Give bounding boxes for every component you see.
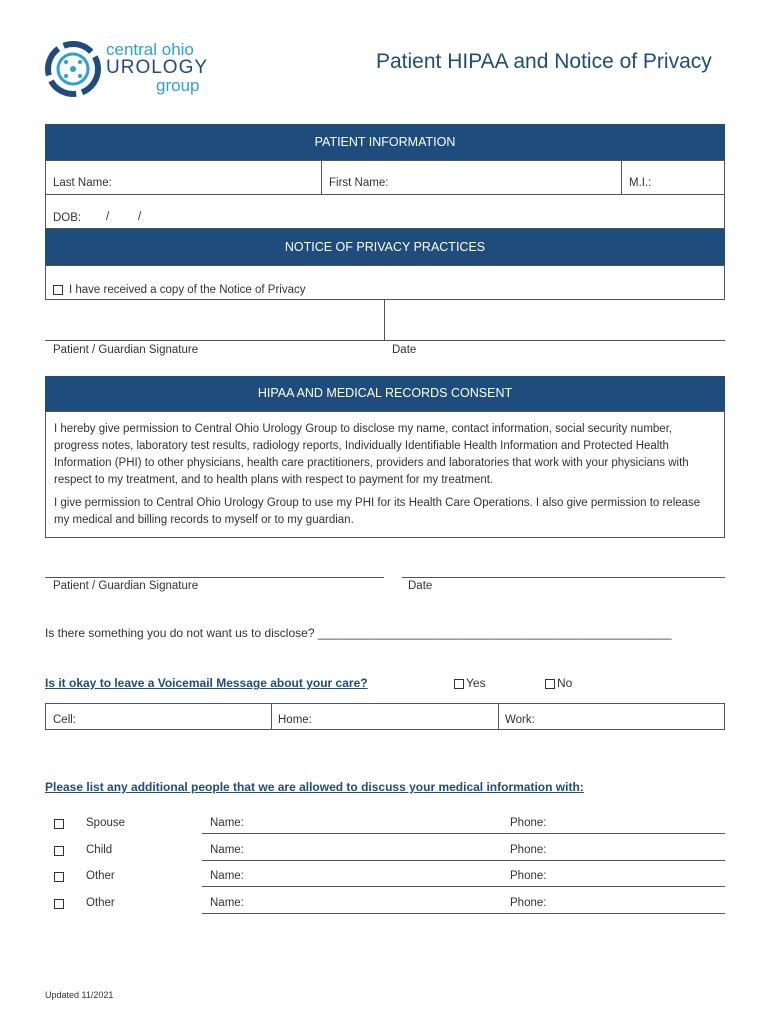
divider [321, 160, 322, 195]
divider [384, 300, 385, 341]
consent-paragraph-1: I hereby give permission to Central Ohio Urology Group to disclose my name, contact information, social security number, progress notes, laboratory test results, radiology reports, Individually Identifiable Health Information and Protected Health Information (PHI) to other physicians, health care practitioners, providers and laboratories that work with your physicians with respect to my treatment, and to health plans with respect to payment for my treatment. [54, 423, 689, 486]
checkbox-icon [454, 679, 464, 689]
phone-field[interactable]: Phone: [510, 844, 547, 856]
checkbox-icon [53, 285, 63, 295]
privacy-signature-field[interactable]: Patient / Guardian Signature [53, 344, 199, 356]
consent-signature-field[interactable]: Patient / Guardian Signature [53, 580, 199, 592]
logo-mark-icon [44, 40, 102, 98]
checkbox-icon [545, 679, 555, 689]
name-line [202, 833, 725, 834]
checkbox-icon[interactable] [54, 819, 64, 829]
home-phone-field[interactable]: Home: [278, 714, 312, 726]
consent-date-field[interactable]: Date [408, 580, 433, 592]
voicemail-yes-label: Yes [466, 676, 486, 690]
phone-field[interactable]: Phone: [510, 817, 547, 829]
name-field[interactable]: Name: [210, 844, 244, 856]
voicemail-yes-checkbox[interactable] [454, 676, 486, 690]
privacy-date-field[interactable]: Date [392, 344, 417, 356]
divider [271, 703, 272, 730]
signature-line [45, 340, 725, 341]
privacy-received-label: I have received a copy of the Notice of Privacy [69, 284, 306, 296]
list-item [0, 844, 770, 864]
work-phone-field[interactable]: Work: [505, 714, 535, 726]
list-item [0, 817, 770, 837]
divider [621, 160, 622, 195]
last-name-field[interactable]: Last Name: [53, 177, 112, 189]
patient-info-heading: PATIENT INFORMATION [45, 124, 725, 160]
logo [44, 40, 214, 100]
phone-box [45, 703, 725, 730]
date-line [402, 577, 725, 578]
phone-field[interactable]: Phone: [510, 870, 547, 882]
voicemail-no-checkbox[interactable] [545, 676, 572, 690]
updated-date: Updated 11/2021 [45, 990, 114, 1000]
consent-heading: HIPAA AND MEDICAL RECORDS CONSENT [45, 376, 725, 411]
voicemail-question: Is it okay to leave a Voicemail Message about your care? [45, 676, 368, 690]
checkbox-icon[interactable] [54, 872, 64, 882]
privacy-received-checkbox[interactable] [53, 284, 306, 296]
name-field[interactable]: Name: [210, 817, 244, 829]
list-item [0, 897, 770, 917]
relation-label: Child [86, 844, 113, 856]
checkbox-icon[interactable] [54, 899, 64, 909]
relation-label: Spouse [86, 817, 126, 829]
additional-people-heading: Please list any additional people that we are allowed to discuss your medical information with: [45, 780, 584, 794]
name-line [202, 886, 725, 887]
dob-separators: / / [106, 211, 142, 223]
relation-label: Other [86, 870, 115, 882]
divider [498, 703, 499, 730]
voicemail-no-label: No [557, 676, 573, 690]
name-line [202, 860, 725, 861]
dob-field[interactable]: DOB: [53, 212, 82, 224]
logo-text-line3: group [156, 76, 200, 95]
logo-text-line1: central ohio [106, 40, 194, 59]
page-title: Patient HIPAA and Notice of Privacy [376, 50, 712, 73]
relation-label: Other [86, 897, 115, 909]
name-line [202, 913, 725, 914]
cell-phone-field[interactable]: Cell: [53, 714, 77, 726]
first-name-field[interactable]: First Name: [329, 177, 389, 189]
checkbox-icon[interactable] [54, 846, 64, 856]
consent-paragraph-2: I give permission to Central Ohio Urology Group to use my PHI for its Health Care Operations. I also give permission to release my medical and billing records to myself or to my guardian. [54, 497, 701, 526]
logo-text-line2: UROLOGY [106, 57, 209, 78]
privacy-heading: NOTICE OF PRIVACY PRACTICES [45, 229, 725, 265]
name-field[interactable]: Name: [210, 897, 244, 909]
disclose-question-field[interactable]: Is there something you do not want us to disclose? _____________________________________________________ [45, 626, 672, 640]
phone-field[interactable]: Phone: [510, 897, 547, 909]
list-item [0, 870, 770, 890]
divider [45, 194, 725, 195]
signature-line [45, 577, 384, 578]
name-field[interactable]: Name: [210, 870, 244, 882]
mi-field[interactable]: M.I.: [629, 177, 652, 189]
